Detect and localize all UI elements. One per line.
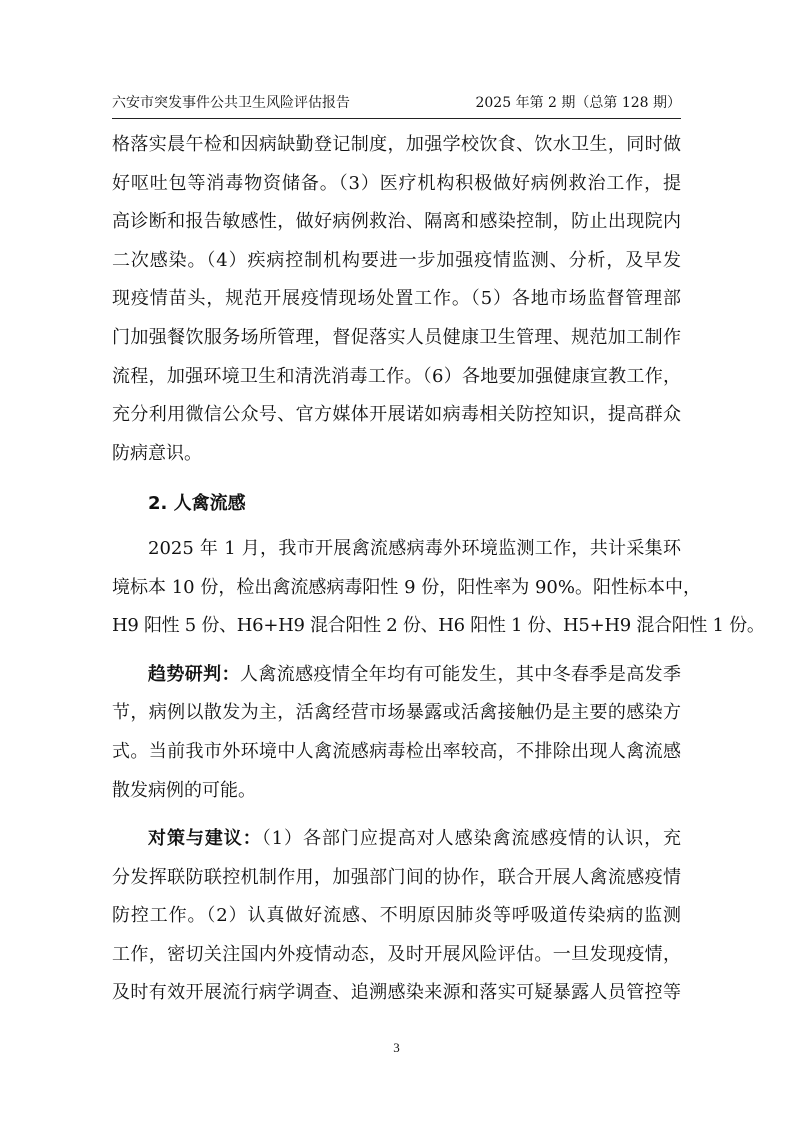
advice-label: 对策与建议： xyxy=(148,828,262,850)
paragraph-line: 防控工作。（2）认真做好流感、不明原因肺炎等呼吸道传染病的监测 xyxy=(112,905,681,927)
paragraph-line: 式。当前我市外环境中人禽流感病毒检出率较高，不排除出现人禽流感 xyxy=(112,740,681,762)
paragraph-line: 境标本 10 份，检出禽流感病毒阳性 9 份，阳性率为 90%。阳性标本中， xyxy=(112,576,701,598)
paragraph-line: 充分利用微信公众号、官方媒体开展诺如病毒相关防控知识，提高群众 xyxy=(112,404,681,426)
paragraph-line: 二次感染。（4）疾病控制机构要进一步加强疫情监测、分析，及早发 xyxy=(112,249,681,271)
trend-label: 趋势研判： xyxy=(148,663,240,685)
paragraph-line: 现疫情苗头，规范开展疫情现场处置工作。（5）各地市场监督管理部 xyxy=(112,288,681,310)
trend-text: 人禽流感疫情全年均有可能发生，其中冬春季是高发季 xyxy=(239,663,682,685)
paragraph-line: 节，病例以散发为主，活禽经营市场暴露或活禽接触仍是主要的感染方 xyxy=(112,702,681,724)
paragraph-line: 及时有效开展流行病学调查、追溯感染来源和落实可疑暴露人员管控等 xyxy=(112,982,681,1004)
paragraph-line: 散发病例的可能。 xyxy=(112,779,256,801)
paragraph-line: 高诊断和报告敏感性，做好病例救治、隔离和感染控制，防止出现院内 xyxy=(112,211,681,233)
advice-paragraph-first-line xyxy=(112,820,681,859)
paragraph-line: H9 阳性 5 份、H6+H9 混合阳性 2 份、H6 阳性 1 份、H5+H9 混合阳性 1 份。 xyxy=(112,615,765,637)
paragraph-line: 防病意识。 xyxy=(112,442,202,464)
paragraph-line: 好呕吐包等消毒物资储备。（3）医疗机构积极做好病例救治工作，提 xyxy=(112,172,681,194)
report-title: 六安市突发事件公共卫生风险评估报告 xyxy=(112,95,350,111)
paragraph-line: 门加强餐饮服务场所管理，督促落实人员健康卫生管理、规范加工制作 xyxy=(112,326,681,348)
page-number: 3 xyxy=(393,1040,400,1055)
running-header xyxy=(112,92,681,119)
paragraph-line: 格落实晨午检和因病缺勤登记制度，加强学校饮食、饮水卫生，同时做 xyxy=(112,134,681,155)
paragraph-line: 2025 年 1 月，我市开展禽流感病毒外环境监测工作，共计采集环 xyxy=(148,537,681,559)
section-heading: 2. 人禽流感 xyxy=(148,493,246,515)
paragraph-line: 工作，密切关注国内外疫情动态，及时开展风险评估。一旦发现疫情， xyxy=(112,943,681,965)
advice-text: （1）各部门应提高对人感染禽流感疫情的认识，充 xyxy=(261,828,682,850)
document-body xyxy=(112,126,765,1013)
paragraph-line: 流程，加强环境卫生和清洗消毒工作。（6）各地要加强健康宣教工作， xyxy=(112,365,681,387)
trend-paragraph-first-line xyxy=(112,656,681,695)
issue-number: 2025 年第 2 期（总第 128 期） xyxy=(475,95,681,111)
paragraph-line: 分发挥联防联控机制作用，加强部门间的协作，联合开展人禽流感疫情 xyxy=(112,866,681,888)
